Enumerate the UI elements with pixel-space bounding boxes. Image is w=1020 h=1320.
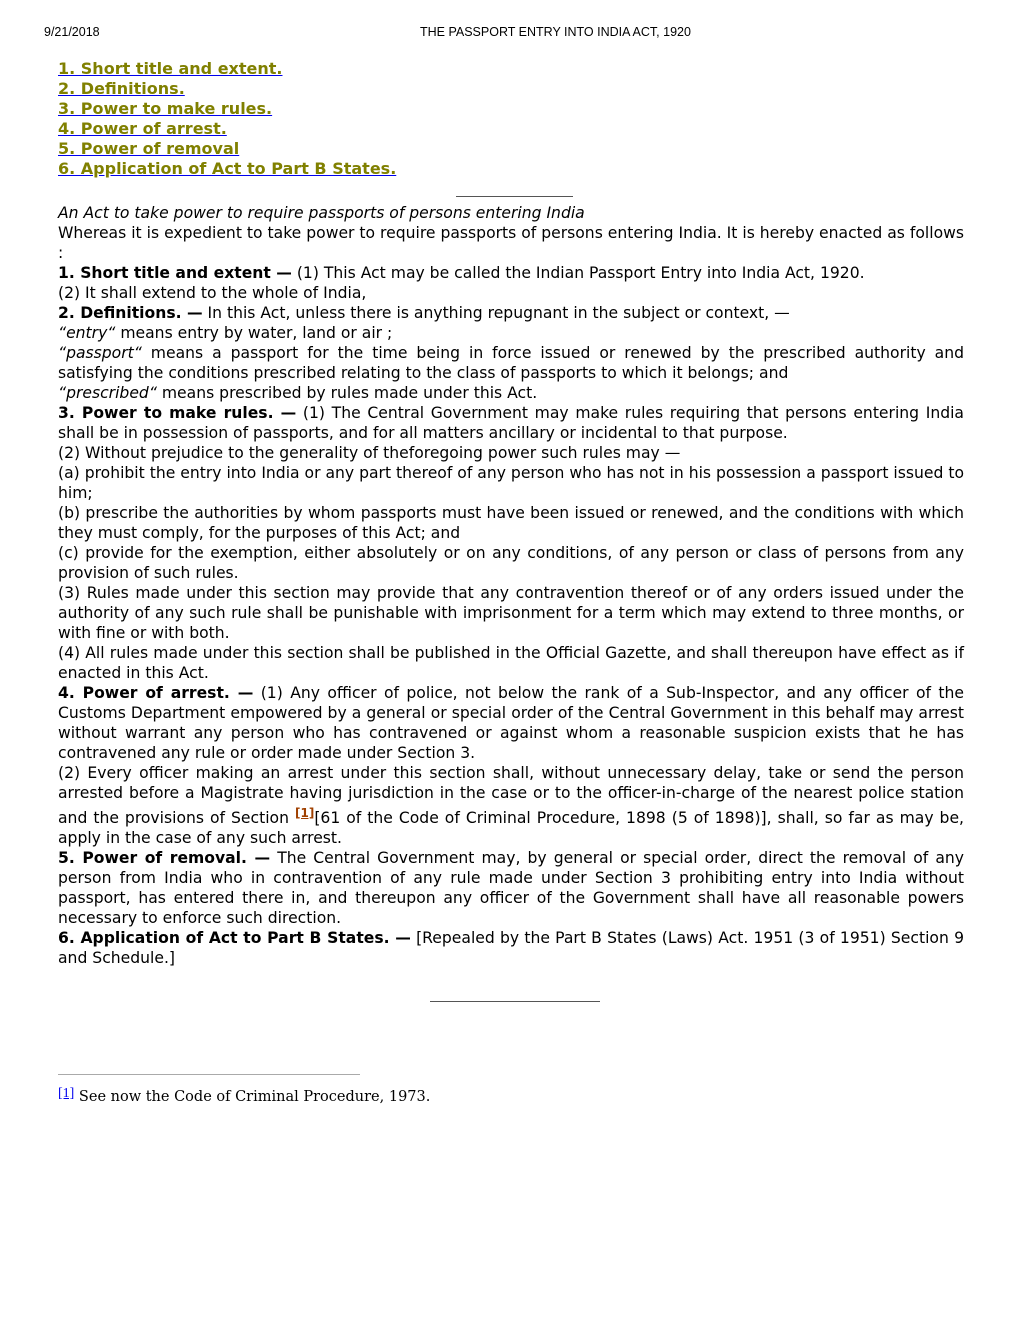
preamble: Whereas it is expedient to take power to require passports of persons entering India. It is hereby enacted as follows : — [58, 224, 964, 262]
preamble-title: An Act to take power to require passports of persons entering India — [58, 204, 585, 222]
act-body — [58, 203, 964, 968]
section-3-3: (3) Rules made under this section may provide that any contravention thereof or of any orders issued under the authority of any such rule shall be punishable with imprisonment for a term which may extend to three months, or with fine or with both. — [58, 584, 964, 642]
footnote-ref-link[interactable]: [1] — [294, 806, 315, 820]
section-1-2: (2) It shall extend to the whole of India, — [58, 284, 367, 302]
print-title: THE PASSPORT ENTRY INTO INDIA ACT, 1920 — [420, 25, 691, 39]
toc-link-1[interactable]: 1. Short title and extent. — [58, 59, 283, 78]
section-4: 4. Power of arrest. — (1) Any officer of police, not below the rank of a Sub-Inspector, and any officer of the Customs Department empowered by a general or special order of the Central Government in this behalf may arrest without warrant any person who has contravened or against whom a reasonable suspicion exists that he has contravened any rule or order made under Section 3. — [58, 684, 964, 762]
section-1: 1. Short title and extent — (1) This Act may be called the Indian Passport Entry into India Act, 1920. — [58, 264, 865, 282]
table-of-contents — [58, 59, 396, 179]
section-4-2: (2) Every officer making an arrest under this section shall, without unnecessary delay, take or send the person arrested before a Magistrate having jurisdiction in the case or to the officer-in-charge of the nearest police station and the provisions of Section [1][61 of the Code of Criminal Procedure, 1898 (5 of 1898)], shall, so far as may be, apply in the case of any such arrest. — [58, 764, 964, 847]
section-3: 3. Power to make rules. — (1) The Central Government may make rules requiring that persons entering India shall be in possession of passports, and for all matters ancillary or incidental to that purpose. — [58, 404, 964, 442]
toc-link-6[interactable]: 6. Application of Act to Part B States. — [58, 159, 397, 178]
toc-link-5[interactable]: 5. Power of removal — [58, 139, 240, 158]
section-3-b: (b) prescribe the authorities by whom passports must have been issued or renewed, and the conditions with which they must comply, for the purposes of this Act; and — [58, 504, 964, 542]
print-date: 9/21/2018 — [44, 25, 100, 39]
section-6: 6. Application of Act to Part B States. — [Repealed by the Part B States (Laws) Act. 1951 (3 of 1951) Section 9 and Schedule.] — [58, 929, 964, 967]
section-heading: 2. Definitions. — — [58, 304, 203, 322]
footnote-backlink[interactable]: [1] — [58, 1086, 75, 1101]
toc-link-3[interactable]: 3. Power to make rules. — [58, 99, 273, 118]
section-5: 5. Power of removal. — The Central Government may, by general or special order, direct the removal of any person from India who in contravention of any rule made under Section 3 prohibiting entry into India without passport, has entered there in, and thereupon any officer of the Government shall have all reasonable powers necessary to enforce such direction. — [58, 849, 964, 927]
divider-bottom — [430, 1001, 600, 1002]
definition-passport: “passport“ means a passport for the time being in force issued or renewed by the prescribed authority and satisfying the conditions prescribed relating to the class of passports to which it belongs; and — [58, 344, 964, 382]
footnote-divider — [58, 1074, 360, 1075]
section-3-2: (2) Without prejudice to the generality of theforegoing power such rules may — — [58, 444, 681, 462]
section-heading: 5. Power of removal. — — [58, 849, 271, 867]
section-heading: 6. Application of Act to Part B States. — — [58, 929, 411, 947]
toc-link-4[interactable]: 4. Power of arrest. — [58, 119, 227, 138]
definition-entry: “entry“ means entry by water, land or air ; — [58, 324, 393, 342]
section-2: 2. Definitions. — In this Act, unless there is anything repugnant in the subject or context, — — [58, 304, 790, 322]
section-heading: 1. Short title and extent — — [58, 264, 292, 282]
section-heading: 4. Power of arrest. — — [58, 684, 254, 702]
divider-top — [456, 196, 573, 197]
toc-link-2[interactable]: 2. Definitions. — [58, 79, 185, 98]
section-3-c: (c) provide for the exemption, either absolutely or on any conditions, of any person or class of persons from any provision of such rules. — [58, 544, 964, 582]
definition-prescribed: “prescribed“ means prescribed by rules made under this Act. — [58, 384, 538, 402]
section-3-4: (4) All rules made under this section shall be published in the Official Gazette, and shall thereupon have effect as if enacted in this Act. — [58, 644, 964, 682]
section-heading: 3. Power to make rules. — — [58, 404, 297, 422]
footnote: [1] See now the Code of Criminal Procedure, 1973. — [58, 1086, 431, 1105]
section-3-a: (a) prohibit the entry into India or any part thereof of any person who has not in his possession a passport issued to him; — [58, 464, 964, 502]
